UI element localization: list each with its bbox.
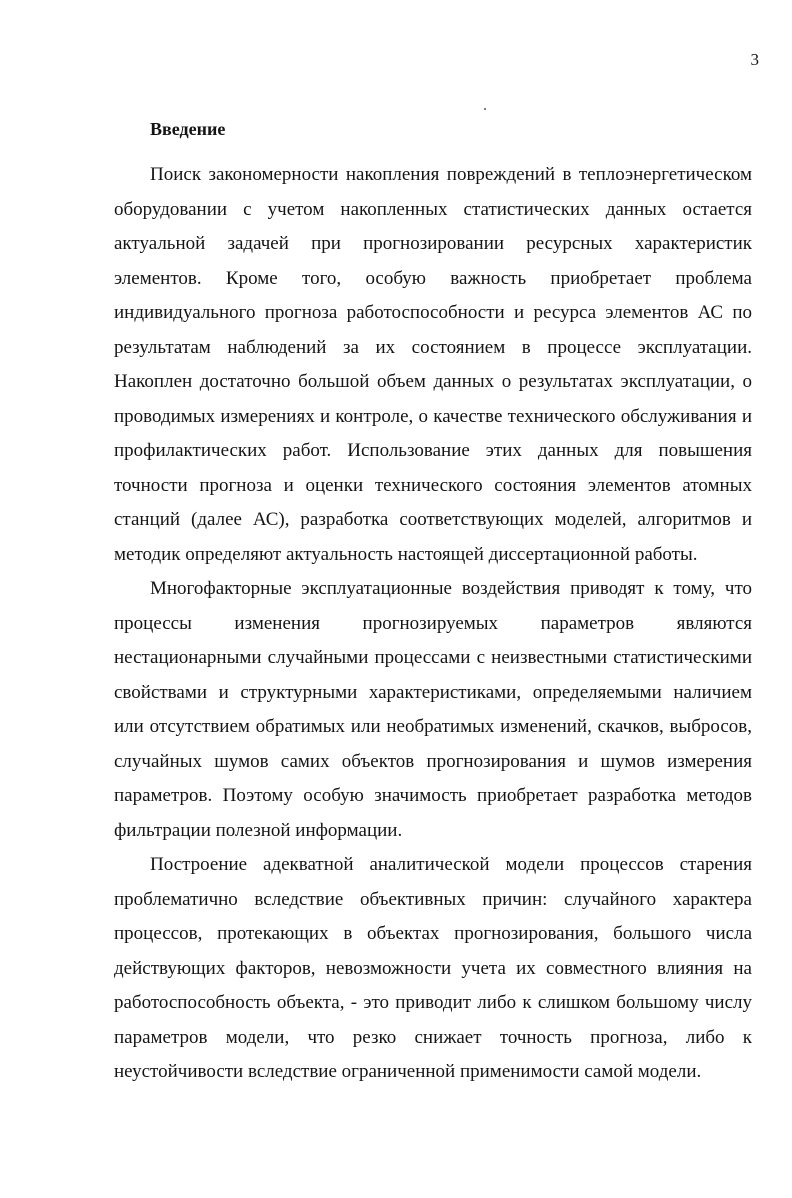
paragraph-1: Поиск закономерности накопления повреждений в теплоэнергетическом оборудовании с учетом накопленных статистических данных остается актуальной задачей при прогнозировании ресурсных характеристик элементов. Кроме того, особую важность приобретает проблема индивидуального прогноза работоспособности и ресурса элементов АС по результатам наблюдений за их состоянием в процессе эксплуатации. Накоплен достаточно большой объем данных о результатах эксплуатации, о проводимых измерениях и контроле, о качестве технического обслуживания и профилактических работ. Использование этих данных для повышения точности прогноза и оценки технического состояния элементов атомных станций (далее АС), разработка соответствующих моделей, алгоритмов и методик определяют актуальность настоящей диссертационной работы.: [114, 164, 752, 565]
scan-artifact-dot: [484, 108, 486, 110]
paragraph-2: Многофакторные эксплуатационные воздействия приводят к тому, что процессы изменения прогнозируемых параметров являются нестационарными случайными процессами с неизвестными статистическими свойствами и структурными характеристиками, определяемыми наличием или отсутствием обратимых или необратимых изменений, скачков, выбросов, случайных шумов самих объектов прогнозирования и шумов измерения параметров. Поэтому особую значимость приобретает разработка методов фильтрации полезной информации.: [114, 578, 752, 841]
body-text: [114, 158, 752, 1090]
section-heading: Введение: [150, 119, 226, 139]
page-number: 3: [750, 50, 759, 69]
paragraph-3: Построение адекватной аналитической модели процессов старения проблематично вследствие объективных причин: случайного характера процессов, протекающих в объектах прогнозирования, большого числа действующих факторов, невозможности учета их совместного влияния на работоспособность объекта, - это приводит либо к слишком большому числу параметров модели, что резко снижает точность прогноза, либо к неустойчивости вследствие ограниченной применимости самой модели.: [114, 854, 752, 1082]
